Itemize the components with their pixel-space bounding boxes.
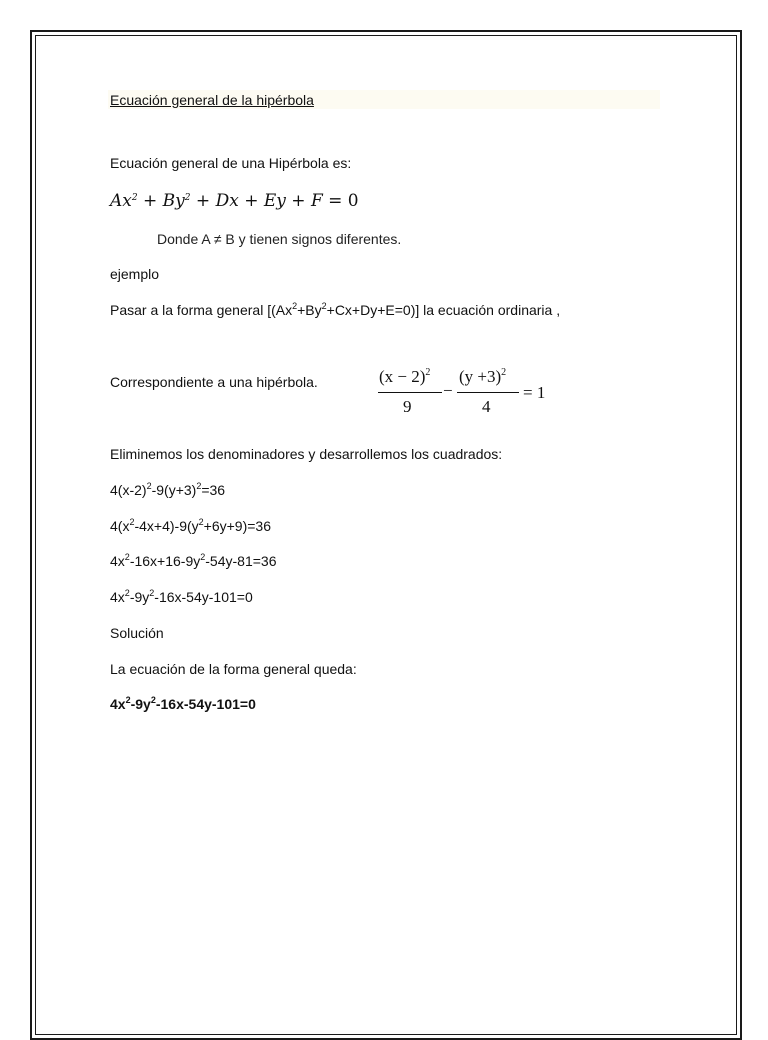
fraction-numerator-1: $(x - 2)^2$ <box>379 367 431 386</box>
step-intro: Eliminemos los denominadores y desarrollemos los cuadrados: <box>110 446 503 462</box>
fraction-numerator-2: $(y +3)^2$ <box>459 367 507 386</box>
correspond-text: Correspondiente a una hipérbola. <box>110 374 318 390</box>
general-equation: Ax$^2$ + By$^2$ + Dx + Ey + F = 0 <box>110 191 359 211</box>
result-equation: $4x^2-9y^2-16x-54y-101=0$ <box>110 695 256 712</box>
fraction-denominator-2: 4 <box>482 397 491 416</box>
fraction-bar-2 <box>457 392 519 393</box>
equals-one: = 1 <box>523 383 546 402</box>
step-1: $4(x-2)^2-9(y+3)^2=36$ <box>110 481 226 498</box>
step-2: $4(x^2-4x+4)-9(y^2+6y+9)=36$ <box>110 517 272 534</box>
fraction-denominator-1: 9 <box>403 397 412 416</box>
result-intro: La ecuación de la forma general queda: <box>110 661 357 677</box>
document-title: Ecuación general de la hipérbola <box>110 92 314 108</box>
task-text: Pasar a la forma general $[(Ax^2+By^2+Cx+Dy+E=0)]$ la ecuación ordinaria , <box>110 301 561 318</box>
example-label: ejemplo <box>110 266 160 282</box>
solution-label: Solución <box>110 625 164 641</box>
minus-sign: − <box>443 381 453 400</box>
step-4: $4x^2-9y^2-16x-54y-101=0$ <box>110 588 253 605</box>
hyperbola-ordinary-equation <box>376 367 556 417</box>
intro-text: Ecuación general de una Hipérbola es: <box>110 155 352 171</box>
condition-text: Donde A ≠ B y tienen signos diferentes. <box>157 231 402 247</box>
page-border-inner <box>35 35 737 1035</box>
step-3: $4x^2-16x+16-9y^2-54y-81=36$ <box>110 552 277 569</box>
fraction-bar-1 <box>378 392 442 393</box>
